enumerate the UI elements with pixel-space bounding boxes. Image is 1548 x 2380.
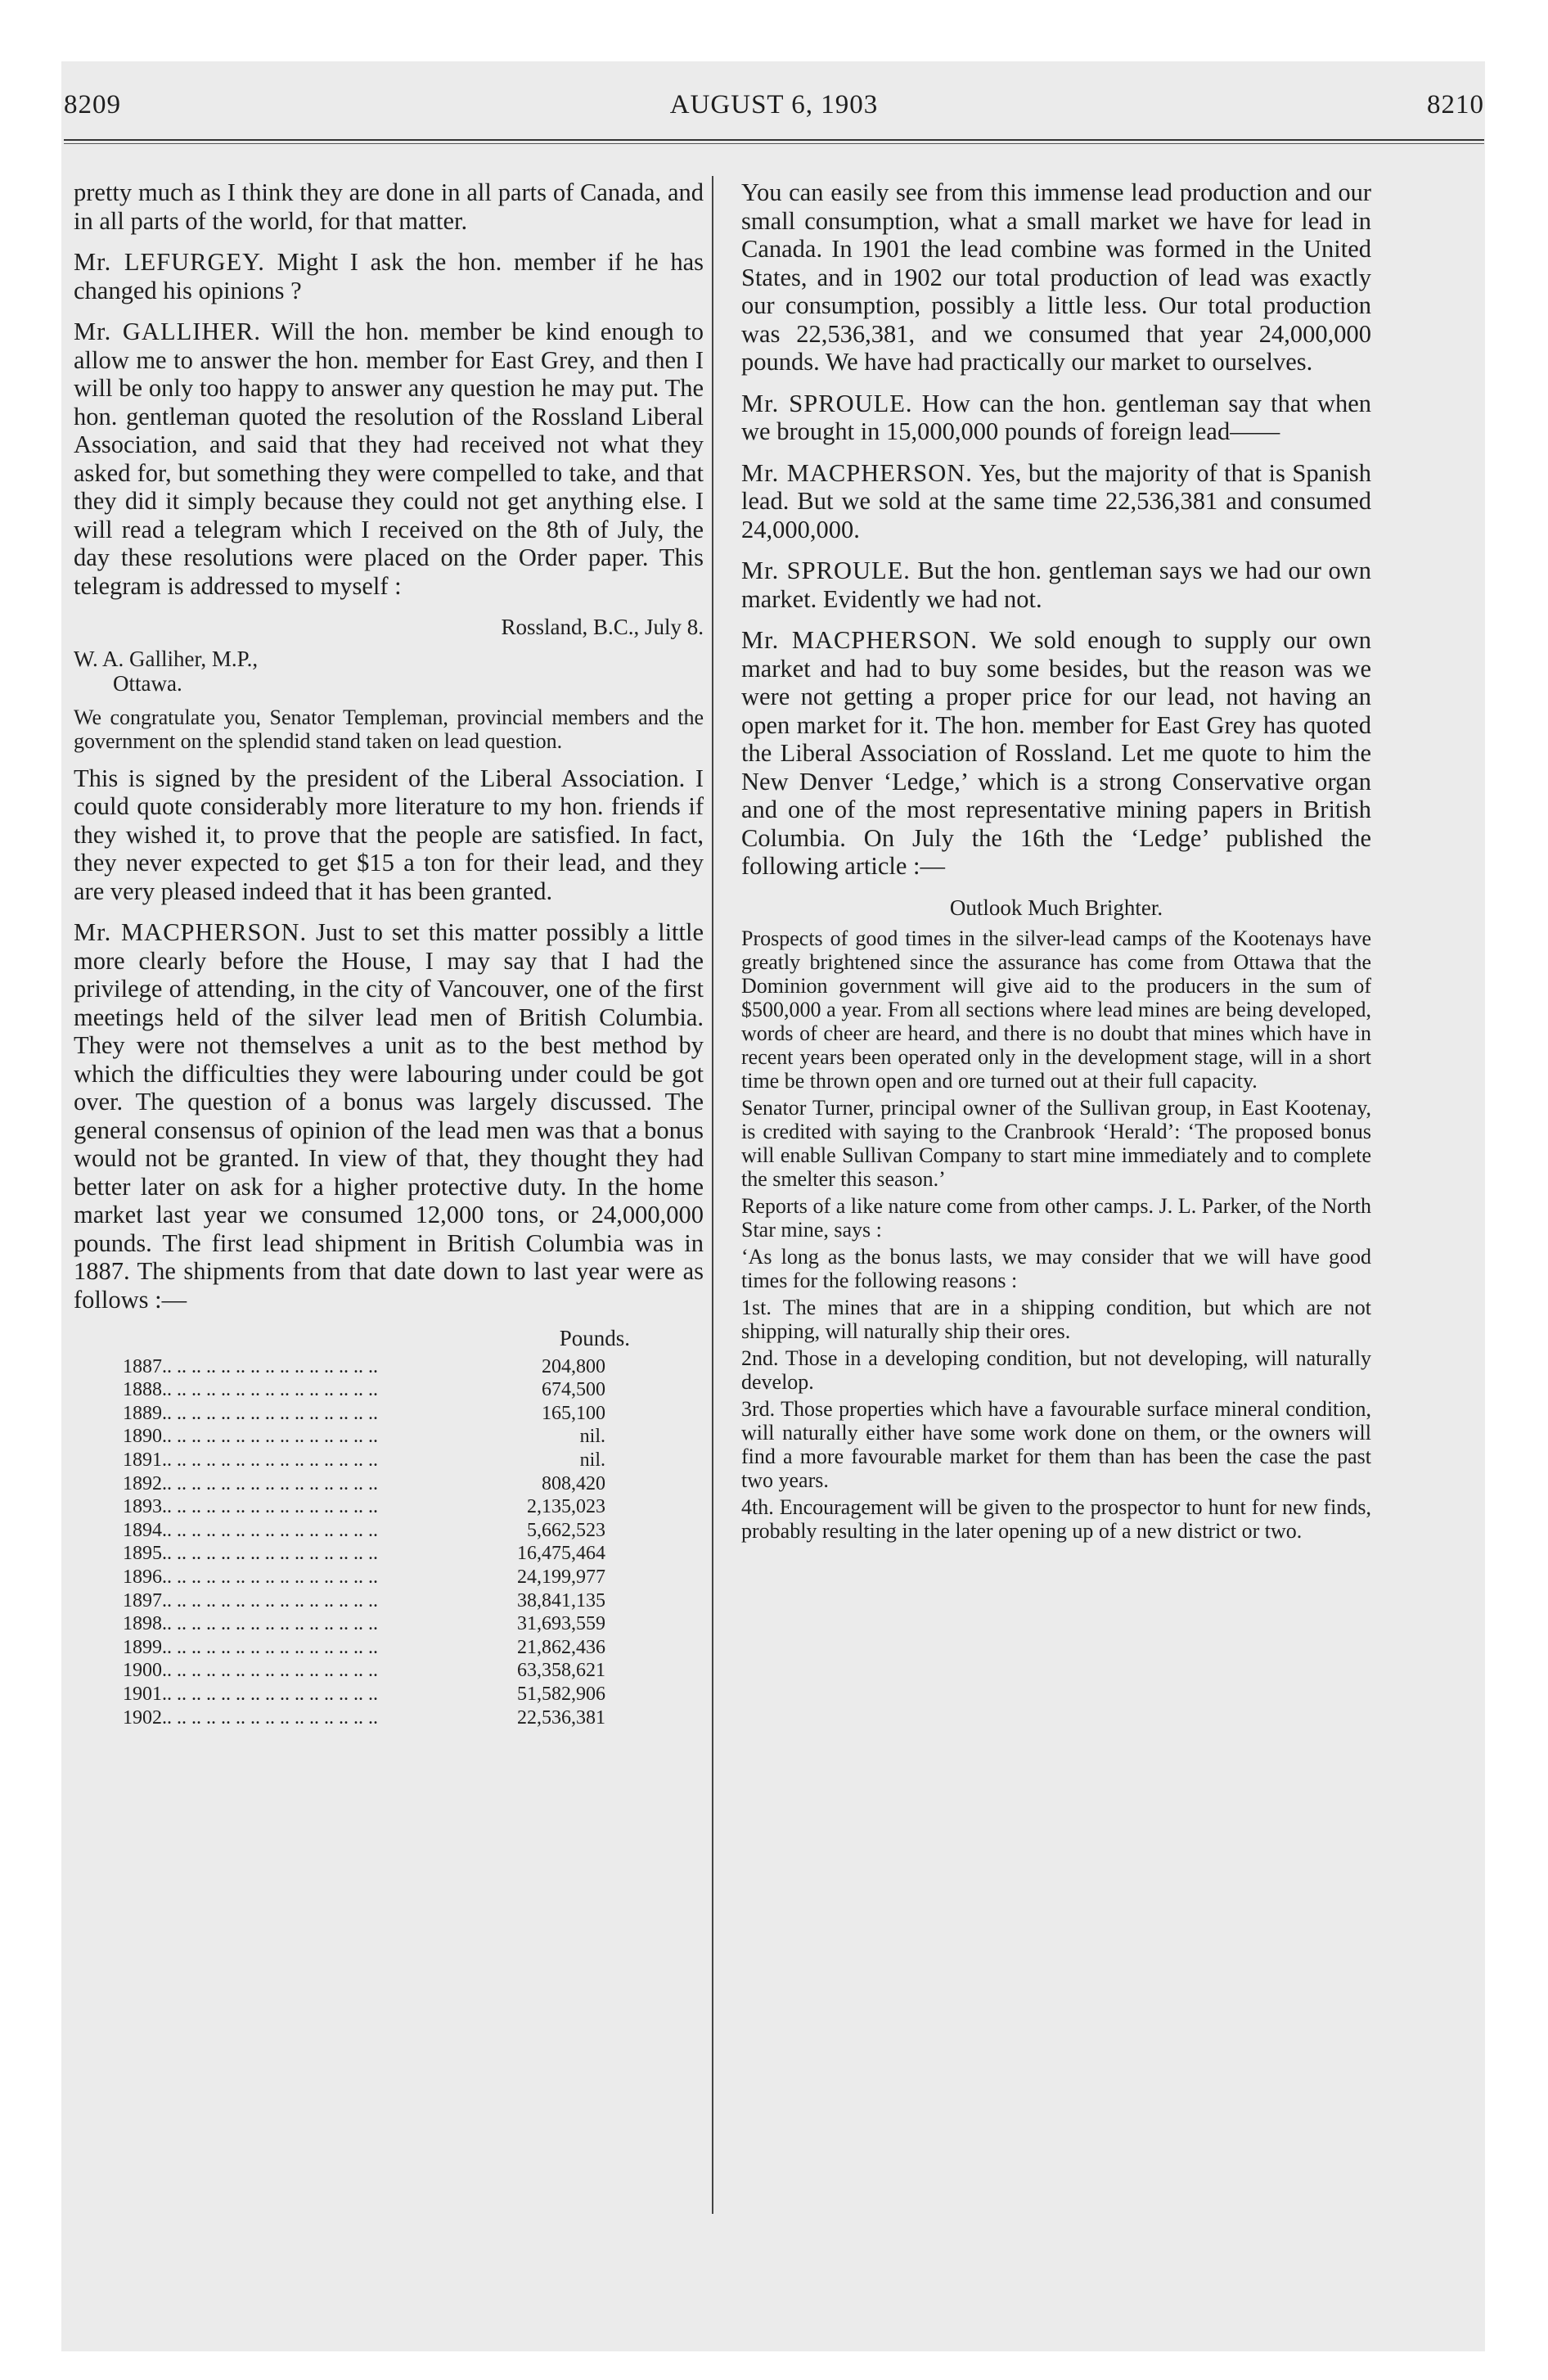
speaker-name: Mr. GALLIHER. xyxy=(74,318,261,345)
pounds-cell: 63,358,621 xyxy=(517,1660,605,1682)
table-row xyxy=(74,1425,704,1449)
table-row xyxy=(74,1472,704,1496)
year-cell: 1900.. .. .. .. .. .. .. .. .. .. .. .. .. .. .. xyxy=(123,1660,378,1682)
pounds-cell: 2,135,023 xyxy=(527,1496,605,1518)
speech-text: Will the hon. member be kind enough to allow me to answer the hon. member for East Grey, and then I will be only too happy to answer any question he may put. The hon. gentleman quoted the resolution of the Rossland Liberal Association, and said that they had received not what they asked for, but something they were compelled to take, and that they did it simply because they could not get anything else. I will read a telegram which I received on the 8th of July, the day these resolutions were placed on the Order paper. This telegram is addressed to myself : xyxy=(74,318,704,600)
table-row xyxy=(74,1566,704,1589)
header-rule-thin xyxy=(64,143,1484,144)
pounds-cell: 808,420 xyxy=(542,1472,605,1494)
running-head xyxy=(64,90,1484,131)
year-cell: 1896.. .. .. .. .. .. .. .. .. .. .. .. .. .. .. xyxy=(123,1566,378,1588)
quoted-text: We congratulate you, Senator Templeman, provincial members and the government on the splendid stand taken on lead question. xyxy=(74,705,704,753)
table-row xyxy=(74,1542,704,1566)
pounds-cell: 674,500 xyxy=(542,1379,605,1401)
table-row xyxy=(74,1378,704,1402)
table-header: Pounds. xyxy=(559,1326,630,1350)
table-row xyxy=(74,1706,704,1730)
year-cell: 1898.. .. .. .. .. .. .. .. .. .. .. .. .. .. .. xyxy=(123,1613,378,1635)
address-line: Ottawa. xyxy=(113,670,182,696)
speaker-name: Mr. LEFURGEY. xyxy=(74,248,265,276)
article-paragraph: Prospects of good times in the silver-lead camps of the Kootenays have greatly brightened since the assurance has come from Ottawa that the Dominion government will give aid to the producers in the sum of $500,000 a year. From all sections where lead mines are being developed, words of cheer are heard, and there is no doubt that mines which have in recent years been operated only in the development stage, will in a short time be thrown open and ore turned out at their full capacity. xyxy=(741,926,1371,1093)
table-row xyxy=(74,1519,704,1543)
pounds-cell: 31,693,559 xyxy=(517,1613,605,1635)
article-paragraph: ‘As long as the bonus lasts, we may consider that we will have good times for the following reasons : xyxy=(741,1245,1371,1292)
year-cell: 1888.. .. .. .. .. .. .. .. .. .. .. .. .. .. .. xyxy=(123,1379,378,1401)
table-row xyxy=(74,1589,704,1613)
year-cell: 1901.. .. .. .. .. .. .. .. .. .. .. .. .. .. .. xyxy=(123,1683,378,1705)
paragraph xyxy=(741,390,1371,446)
year-cell: 1893.. .. .. .. .. .. .. .. .. .. .. .. .. .. .. xyxy=(123,1496,378,1518)
paragraph xyxy=(741,459,1371,544)
year-cell: 1891.. .. .. .. .. .. .. .. .. .. .. .. .. .. .. xyxy=(123,1449,378,1471)
page-number-right: 8210 xyxy=(1427,90,1484,119)
speaker-name: Mr. MACPHERSON. xyxy=(741,626,978,654)
table-row xyxy=(74,1636,704,1660)
header-rule xyxy=(64,139,1484,141)
address-line: W. A. Galliher, M.P., xyxy=(74,646,259,671)
paragraph: pretty much as I think they are done in all parts of Canada, and in all parts of the world, for that matter. xyxy=(74,178,704,235)
right-column xyxy=(741,178,1371,1546)
speech-text: Might I ask the hon. member if he has changed his opinions ? xyxy=(74,248,704,304)
page-number-left: 8209 xyxy=(64,90,121,119)
year-cell: 1887.. .. .. .. .. .. .. .. .. .. .. .. .. .. .. xyxy=(123,1355,378,1377)
speech-text: Just to set this matter possibly a little more clearly before the House, I may say that I had the privilege of attending, in the city of Vancouver, one of the first meetings held of the silver lead men of British Columbia. They were not themselves a unit as to the best method by which the difficulties they were labouring under could be got over. The question of a bonus was largely discussed. The general consensus of opinion of the lead men was that a bonus would not be granted. In view of that, they thought they had better later on ask for a higher protective duty. In the home market last year we consumed 12,000 tons, or 24,000,000 pounds. The first lead shipment in British Columbia was in 1887. The shipments from that date down to last year were as follows :— xyxy=(74,918,704,1314)
pounds-cell: 165,100 xyxy=(542,1402,605,1424)
year-cell: 1902.. .. .. .. .. .. .. .. .. .. .. .. .. .. .. xyxy=(123,1706,378,1729)
year-cell: 1890.. .. .. .. .. .. .. .. .. .. .. .. .. .. .. xyxy=(123,1426,378,1448)
paragraph xyxy=(74,318,704,600)
table-row xyxy=(74,1659,704,1683)
article-paragraph: 1st. The mines that are in a shipping condition, but which are not shipping, will naturally ship their ores. xyxy=(741,1296,1371,1343)
speech-text: Yes, but the majority of that is Spanish lead. But we sold at the same time 22,536,381 and consumed 24,000,000. xyxy=(741,458,1371,543)
article-paragraph: Reports of a like nature come from other camps. J. L. Parker, of the North Star mine, says : xyxy=(741,1194,1371,1242)
table-row xyxy=(74,1355,704,1379)
pounds-cell: 204,800 xyxy=(542,1355,605,1377)
paragraph xyxy=(74,248,704,304)
telegram-address xyxy=(74,647,704,696)
table-row xyxy=(74,1683,704,1706)
column-divider xyxy=(712,176,713,2214)
year-cell: 1899.. .. .. .. .. .. .. .. .. .. .. .. .. .. .. xyxy=(123,1636,378,1658)
article-paragraph: Senator Turner, principal owner of the Sullivan group, in East Kootenay, is credited with saying to the Cranbrook ‘Herald’: ‘The proposed bonus will enable Sullivan Company to start mine immediately and to complete the smelter this season.’ xyxy=(741,1096,1371,1191)
year-cell: 1897.. .. .. .. .. .. .. .. .. .. .. .. .. .. .. xyxy=(123,1589,378,1611)
pounds-cell: nil. xyxy=(579,1449,605,1471)
table-row xyxy=(74,1495,704,1519)
pounds-cell: 16,475,464 xyxy=(517,1543,605,1565)
shipments-table xyxy=(74,1327,704,1729)
speaker-name: Mr. MACPHERSON. xyxy=(741,458,973,487)
speaker-name: Mr. SPROULE. xyxy=(741,389,913,417)
speech-text: How can the hon. gentleman say that when we brought in 15,000,000 pounds of foreign lead—— xyxy=(741,389,1371,445)
speech-text: But the hon. gentleman says we had our own market. Evidently we had not. xyxy=(741,557,1372,613)
paragraph: This is signed by the president of the Liberal Association. I could quote considerably more literature to my hon. friends if they wished it, to prove that the people are satisfied. In fact, they never expected to get $15 a ton for their lead, and they are very pleased indeed that it has been granted. xyxy=(74,764,704,905)
pounds-cell: 5,662,523 xyxy=(527,1519,605,1541)
speaker-name: Mr. MACPHERSON. xyxy=(74,918,308,946)
table-row xyxy=(74,1402,704,1426)
paragraph xyxy=(741,557,1371,613)
page-date: AUGUST 6, 1903 xyxy=(669,90,879,119)
article-title: Outlook Much Brighter. xyxy=(949,895,1163,920)
left-column xyxy=(74,178,704,1729)
table-row xyxy=(74,1612,704,1636)
pounds-cell: 51,582,906 xyxy=(517,1683,605,1705)
year-cell: 1895.. .. .. .. .. .. .. .. .. .. .. .. .. .. .. xyxy=(123,1543,378,1565)
year-cell: 1892.. .. .. .. .. .. .. .. .. .. .. .. .. .. .. xyxy=(123,1472,378,1494)
pounds-cell: 24,199,977 xyxy=(517,1566,605,1588)
year-cell: 1894.. .. .. .. .. .. .. .. .. .. .. .. .. .. .. xyxy=(123,1519,378,1541)
paragraph xyxy=(741,626,1371,881)
paragraph xyxy=(74,918,704,1314)
speech-text: We sold enough to supply our own market and had to buy some besides, but the reason was we were not getting a proper price for our lead, not having an open market for it. The hon. member for East Grey has quoted the Liberal Association of Rossland. Let me quote to him the New Denver ‘Ledge,’ which is a strong Conservative organ and one of the most representative mining papers in British Columbia. On July the 16th the ‘Ledge’ published the following article :— xyxy=(741,626,1372,880)
telegram-place-date: Rossland, B.C., July 8. xyxy=(501,615,704,639)
speaker-name: Mr. SPROULE. xyxy=(741,557,911,584)
pounds-cell: 38,841,135 xyxy=(517,1589,605,1611)
table-row xyxy=(74,1449,704,1472)
paragraph: You can easily see from this immense lead production and our small consumption, what a small market we have for lead in Canada. In 1901 the lead combine was formed in the United States, and in 1902 our total production of lead was exactly our consumption, possibly a little less. Our total production was 22,536,381, and we consumed that year 24,000,000 pounds. We have had practically our market to ourselves. xyxy=(741,178,1371,376)
article-paragraph: 3rd. Those properties which have a favourable surface mineral condition, will naturally either have some work done on them, or the owners will find a more favourable market for them than has been the case the past two years. xyxy=(741,1397,1371,1492)
telegram-text xyxy=(74,705,704,753)
article-paragraph: 4th. Encouragement will be given to the prospector to hunt for new finds, probably resulting in the later opening up of a new district or two. xyxy=(741,1495,1371,1543)
pounds-cell: 22,536,381 xyxy=(517,1706,605,1729)
article-paragraph: 2nd. Those in a developing condition, but not developing, will naturally develop. xyxy=(741,1346,1371,1394)
year-cell: 1889.. .. .. .. .. .. .. .. .. .. .. .. .. .. .. xyxy=(123,1402,378,1424)
quoted-article xyxy=(741,926,1371,1543)
pounds-cell: 21,862,436 xyxy=(517,1636,605,1658)
pounds-cell: nil. xyxy=(579,1426,605,1448)
